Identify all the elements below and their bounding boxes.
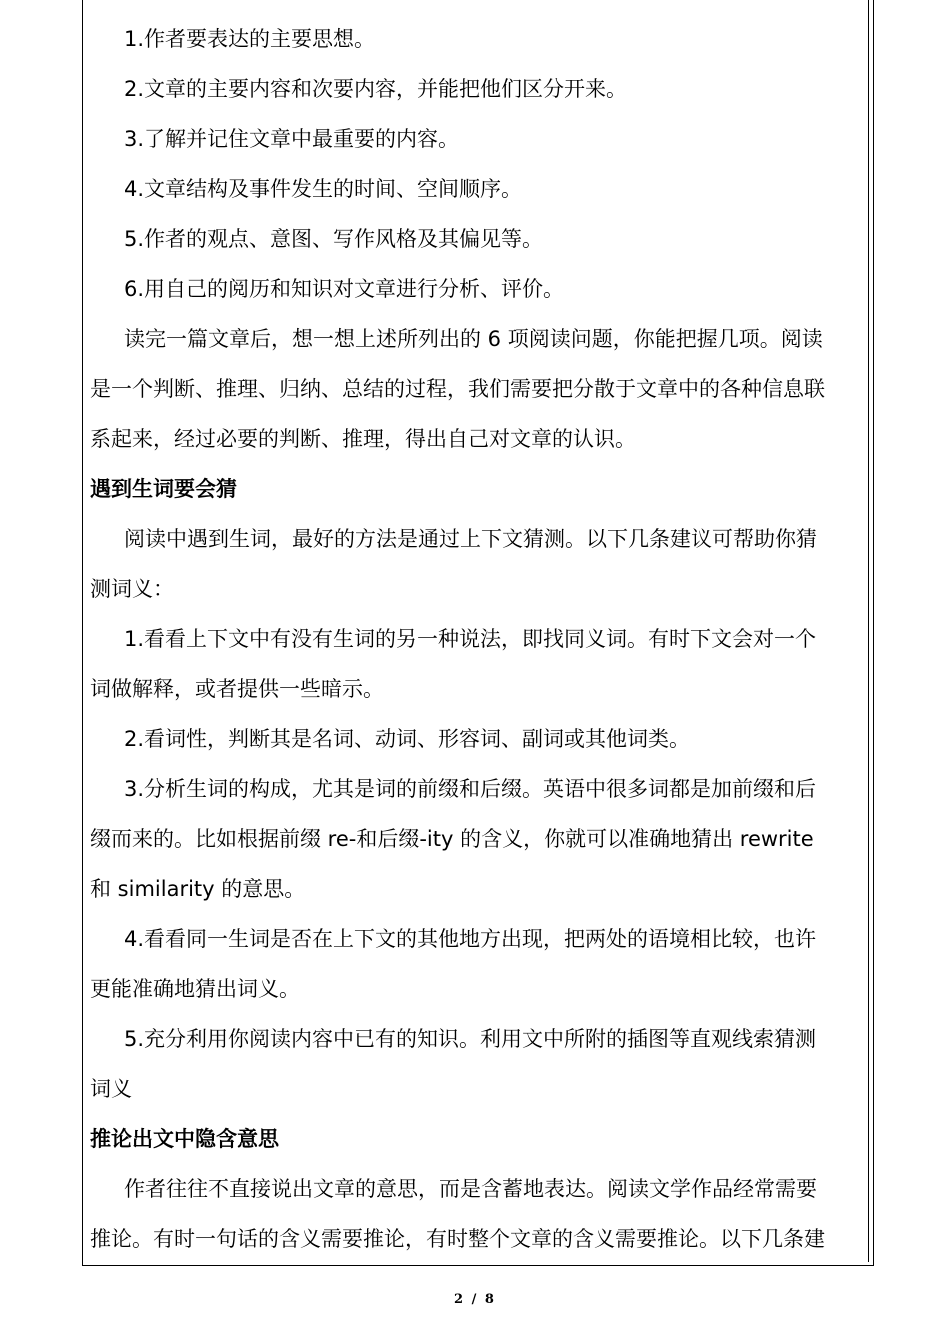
text-line: 1.看看上下文中有没有生词的另一种说法，即找同义词。有时下文会对一个 (124, 627, 817, 651)
text-line: 更能准确地猜出词义。 (90, 977, 300, 1001)
text-line: 6.用自己的阅历和知识对文章进行分析、评价。 (124, 277, 565, 301)
text-line: 1.作者要表达的主要思想。 (124, 27, 376, 51)
text-line: 和 similarity 的意思。 (90, 877, 306, 901)
text-line: 是一个判断、推理、归纳、总结的过程，我们需要把分散于文章中的各种信息联 (90, 377, 825, 401)
section-heading: 遇到生词要会猜 (90, 477, 237, 501)
text-line: 5.作者的观点、意图、写作风格及其偏见等。 (124, 227, 544, 251)
text-line: 2.看词性，判断其是名词、动词、形容词、副词或其他词类。 (124, 727, 691, 751)
text-line: 作者往往不直接说出文章的意思，而是含蓄地表达。阅读文学作品经常需要 (124, 1177, 817, 1201)
page-number: 2 / 8 (454, 1292, 496, 1307)
text-line: 2.文章的主要内容和次要内容，并能把他们区分开来。 (124, 77, 628, 101)
text-line: 推论。有时一句话的含义需要推论，有时整个文章的含义需要推论。以下几条建 (90, 1227, 825, 1251)
text-line: 词义 (90, 1077, 132, 1101)
text-line: 3.分析生词的构成，尤其是词的前缀和后缀。英语中很多词都是加前缀和后 (124, 777, 817, 801)
text-line: 词做解释，或者提供一些暗示。 (90, 677, 384, 701)
document-body (90, 14, 868, 1264)
text-line: 系起来，经过必要的判断、推理，得出自己对文章的认识。 (90, 427, 636, 451)
text-line: 阅读中遇到生词，最好的方法是通过上下文猜测。以下几条建议可帮助你猜 (124, 527, 817, 551)
text-line: 读完一篇文章后，想一想上述所列出的 6 项阅读问题，你能把握几项。阅读 (124, 327, 823, 351)
text-line: 4.文章结构及事件发生的时间、空间顺序。 (124, 177, 523, 201)
text-line: 测词义： (90, 577, 174, 601)
section-heading: 推论出文中隐含意思 (90, 1127, 279, 1151)
text-line: 5.充分利用你阅读内容中已有的知识。利用文中所附的插图等直观线索猜测 (124, 1027, 817, 1051)
text-line: 4.看看同一生词是否在上下文的其他地方出现，把两处的语境相比较，也许 (124, 927, 817, 951)
text-line: 3.了解并记住文章中最重要的内容。 (124, 127, 460, 151)
text-line: 缀而来的。比如根据前缀 re-和后缀-ity 的含义，你就可以准确地猜出 rewrite (90, 827, 814, 851)
